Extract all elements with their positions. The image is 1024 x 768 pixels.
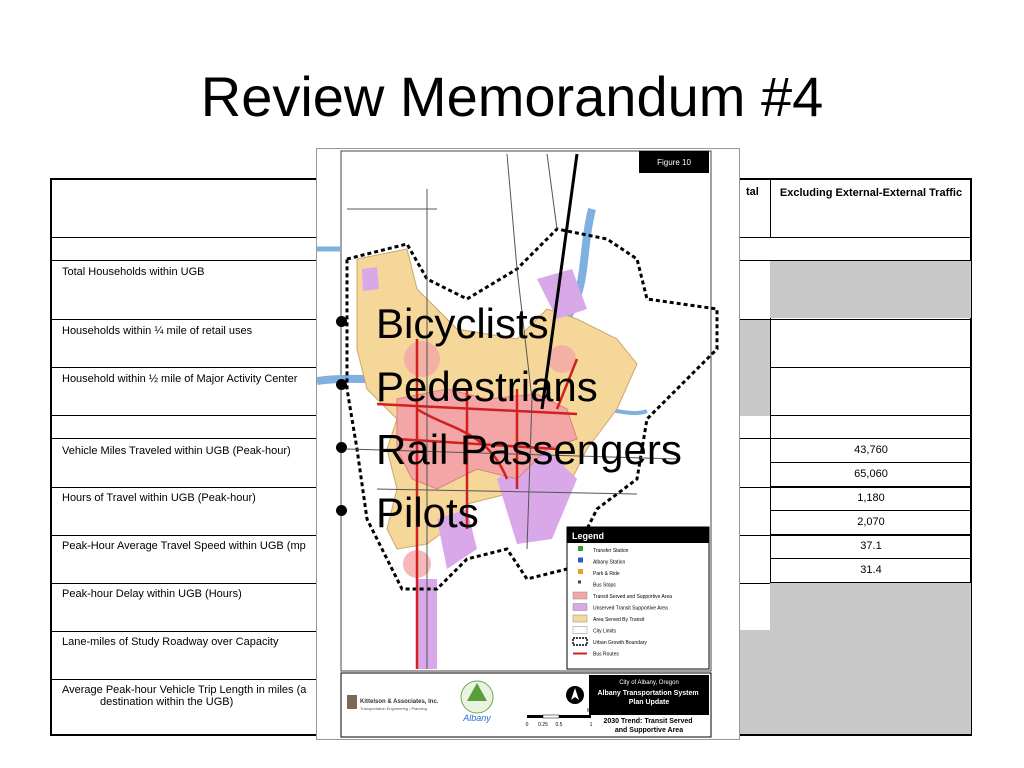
bullet-item — [330, 292, 682, 355]
value-column-divider — [770, 437, 771, 583]
bullet-item — [330, 481, 682, 544]
bullet-text: Rail Passengers — [376, 426, 682, 473]
value-divider — [770, 582, 972, 583]
grey-cell — [770, 261, 971, 318]
legend-swatch — [578, 581, 581, 584]
legend-item-label: Park & Ride — [593, 571, 620, 577]
row-label: Household within ½ mile of Major Activity Center — [62, 373, 298, 385]
legend-item-label: City Limits — [593, 628, 617, 635]
legend-swatch — [578, 558, 583, 563]
legend-item-label: Transit Served and Supportive Area — [593, 594, 673, 600]
bullet-dot-icon — [336, 505, 347, 516]
legend-item-label: Urban Growth Boundary — [593, 640, 647, 646]
albany-logo-text: Albany — [463, 713, 491, 723]
bullet-list — [330, 292, 682, 544]
bullet-dot-icon — [336, 316, 347, 327]
map-legend — [567, 527, 709, 669]
legend-swatch — [578, 546, 583, 551]
table-value: 43,760 — [854, 444, 888, 456]
grey-cell — [740, 320, 770, 416]
legend-item-label: Transfer Station — [593, 548, 629, 554]
bullet-text: Bicyclists — [376, 300, 549, 347]
legend-item-label: Unserved Transit Supportive Area — [593, 605, 668, 612]
firm-subtitle: Transportation Engineering / Planning — [360, 706, 428, 711]
city-title: City of Albany, Oregon — [619, 680, 679, 686]
bullet-item — [330, 418, 682, 481]
row-label-line: destination within the UGB) — [100, 696, 234, 708]
scale-label: 0.5 — [555, 722, 563, 728]
unserved-area — [362, 267, 379, 291]
north-arrow-icon — [566, 686, 584, 704]
row-label: Total Households within UGB — [62, 266, 205, 278]
scale-bar — [527, 715, 591, 718]
scale-label: 0.25 — [538, 722, 548, 728]
legend-swatch — [578, 569, 583, 574]
row-label: Peak-hour Delay within UGB (Hours) — [62, 588, 242, 600]
value-divider — [770, 510, 972, 511]
table-value: 1,180 — [857, 492, 885, 504]
slide-title: Review Memorandum #4 — [200, 65, 824, 128]
grey-cell — [770, 583, 971, 734]
legend-item-label: Bus Routes — [593, 651, 619, 658]
legend-title: Legend — [572, 531, 605, 541]
bullet-text: Pedestrians — [376, 363, 598, 410]
row-label-line: Average Peak-hour Vehicle Trip Length in miles (a — [62, 684, 307, 696]
row-label — [62, 684, 306, 708]
bullet-item — [330, 355, 682, 418]
kittelson-logo-icon — [347, 695, 357, 709]
legend-item-label: Area Served By Transit — [593, 617, 645, 623]
scale-label: 0 — [525, 722, 529, 728]
plan-title: Albany Transportation System Plan Update — [597, 690, 699, 706]
table-value: 37.1 — [860, 540, 882, 552]
legend-swatch — [573, 604, 587, 611]
legend-swatch — [573, 615, 587, 622]
table-value: 31.4 — [860, 564, 882, 576]
bullet-text: Pilots — [376, 489, 479, 536]
value-divider — [770, 534, 972, 535]
figure-label: Figure 10 — [657, 158, 691, 167]
table-value: 2,070 — [857, 516, 885, 528]
column-header: Excluding External-External Traffic — [779, 187, 963, 199]
table-value: 65,060 — [854, 468, 888, 480]
scale-label: 1 — [589, 722, 593, 728]
bullet-dot-icon — [336, 442, 347, 453]
legend-swatch — [573, 592, 587, 599]
value-divider — [770, 558, 972, 559]
partial-column-header: tal — [746, 186, 759, 198]
firm-name: Kittelson & Associates, Inc. — [360, 699, 439, 705]
row-label: Households within ¼ mile of retail uses — [62, 325, 253, 337]
row-label: Vehicle Miles Traveled within UGB (Peak-hour) — [62, 445, 291, 457]
row-label: Lane-miles of Study Roadway over Capacity — [62, 636, 279, 648]
row-label: Hours of Travel within UGB (Peak-hour) — [62, 492, 256, 504]
legend-item-label: Bus Stops — [593, 582, 616, 589]
grey-cell — [740, 630, 770, 734]
value-divider — [770, 462, 972, 463]
bullet-dot-icon — [336, 379, 347, 390]
albany-logo-icon — [461, 681, 493, 713]
legend-swatch — [573, 627, 587, 634]
scale-unit: Miles — [587, 708, 599, 714]
value-divider — [770, 486, 972, 487]
legend-item-label: Albany Station — [593, 559, 626, 566]
figure-caption: 2030 Trend: Transit Served and Supportive Area — [603, 718, 693, 734]
row-label: Peak-Hour Average Travel Speed within UGB (mp — [62, 540, 306, 552]
title-block — [341, 673, 711, 737]
